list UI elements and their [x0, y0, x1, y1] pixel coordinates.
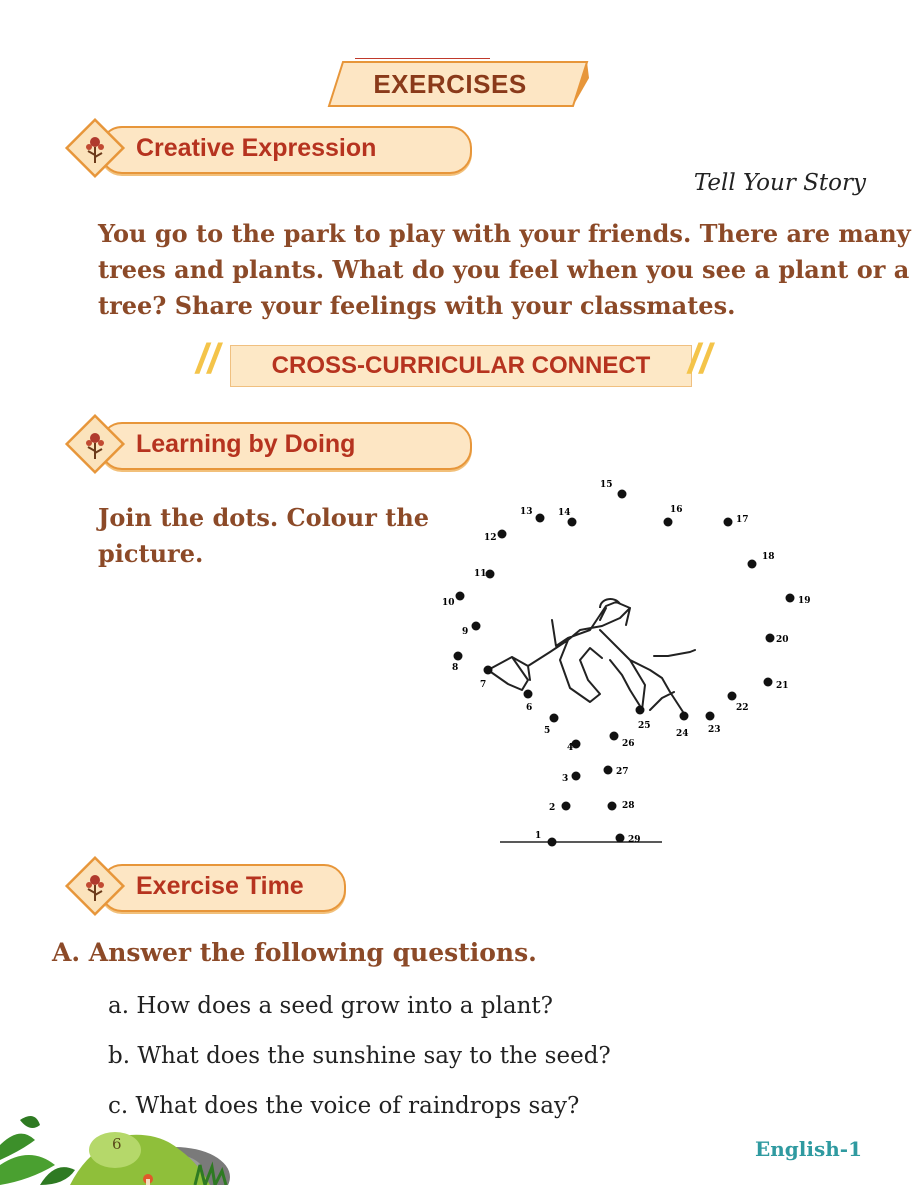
- dot-8: [454, 652, 463, 661]
- dot-label: 29: [628, 835, 641, 845]
- dot-26: [610, 732, 619, 741]
- dot-6: [524, 690, 533, 699]
- dot-15: [618, 490, 627, 499]
- creative-expression-heading: Creative Expression: [136, 134, 377, 162]
- dot-25: [636, 706, 645, 715]
- dot-label: 21: [776, 681, 789, 691]
- dot-label: 7: [480, 680, 487, 690]
- dot-label: 28: [622, 801, 635, 811]
- dot-label: 13: [520, 507, 533, 517]
- dot-27: [604, 766, 613, 775]
- dot-1: [548, 838, 557, 847]
- dot-label: 10: [442, 598, 455, 608]
- dot-label: 26: [622, 739, 635, 749]
- slash-decoration-right: //: [688, 335, 712, 382]
- exercise-time-heading: Exercise Time: [136, 872, 304, 900]
- dot-label: 23: [708, 725, 721, 735]
- dot-label: 8: [452, 663, 459, 673]
- dot-28: [608, 802, 617, 811]
- dot-12: [498, 530, 507, 539]
- page-number: 6: [112, 1135, 122, 1153]
- dot-label: 4: [567, 743, 574, 753]
- dot-22: [728, 692, 737, 701]
- dot-11: [486, 570, 495, 579]
- dot-13: [536, 514, 545, 523]
- dot-3: [572, 772, 581, 781]
- story-title: Tell Your Story: [693, 170, 866, 196]
- dot-18: [748, 560, 757, 569]
- book-title-footer: English-1: [755, 1137, 862, 1161]
- paragraph-line: trees and plants. What do you feel when you see a plant or a: [98, 255, 910, 284]
- dot-label: 11: [474, 569, 487, 579]
- dot-19: [786, 594, 795, 603]
- dot-label: 9: [462, 627, 469, 637]
- dot-7: [484, 666, 493, 675]
- paragraph-line: tree? Share your feelings with your classmates.: [98, 291, 736, 320]
- dot-5: [550, 714, 559, 723]
- slash-decoration-left: //: [196, 335, 220, 382]
- dot-label: 2: [549, 803, 556, 813]
- dot-label: 6: [526, 703, 533, 713]
- dot-label: 18: [762, 552, 775, 562]
- creative-paragraph: [98, 216, 911, 324]
- dot-to-dot-tree: [440, 470, 820, 860]
- flower-emblem-icon: [64, 413, 126, 475]
- dot-21: [764, 678, 773, 687]
- dot-label: 16: [670, 505, 683, 515]
- question-a: a. How does a seed grow into a plant?: [108, 993, 553, 1019]
- dot-2: [562, 802, 571, 811]
- dot-10: [456, 592, 465, 601]
- dot-20: [766, 634, 775, 643]
- dot-label: 14: [558, 508, 571, 518]
- section-a-title: A. Answer the following questions.: [52, 938, 537, 967]
- dot-label: 15: [600, 480, 613, 490]
- dot-label: 19: [798, 596, 811, 606]
- paragraph-line: You go to the park to play with your friends. There are many: [98, 219, 911, 248]
- dot-label: 27: [616, 767, 629, 777]
- dot-label: 22: [736, 703, 749, 713]
- dot-14: [568, 518, 577, 527]
- cross-curricular-title: CROSS-CURRICULAR CONNECT: [230, 345, 692, 387]
- dot-label: 24: [676, 729, 689, 739]
- dot-23: [706, 712, 715, 721]
- exercises-title: EXERCISES: [373, 68, 527, 99]
- dot-29: [616, 834, 625, 843]
- dot-label: 25: [638, 721, 651, 731]
- tree-branch-outline: [488, 602, 695, 715]
- dot-24: [680, 712, 689, 721]
- instruction-line: picture.: [98, 539, 204, 568]
- flower-emblem-icon: [64, 855, 126, 917]
- dot-label: 3: [562, 774, 569, 784]
- question-c: c. What does the voice of raindrops say?: [108, 1093, 580, 1119]
- question-b: b. What does the sunshine say to the seed?: [108, 1043, 611, 1069]
- dot-label: 1: [535, 831, 542, 841]
- dot-17: [724, 518, 733, 527]
- flower-emblem-icon: [64, 117, 126, 179]
- dot-label: 5: [544, 726, 551, 736]
- dot-label: 20: [776, 635, 789, 645]
- instruction-line: Join the dots. Colour the: [98, 503, 430, 532]
- learning-instructions: [98, 500, 429, 572]
- dot-9: [472, 622, 481, 631]
- dot-label: 17: [736, 515, 749, 525]
- dot-16: [664, 518, 673, 527]
- dot-label: 12: [484, 533, 497, 543]
- learning-by-doing-heading: Learning by Doing: [136, 430, 356, 458]
